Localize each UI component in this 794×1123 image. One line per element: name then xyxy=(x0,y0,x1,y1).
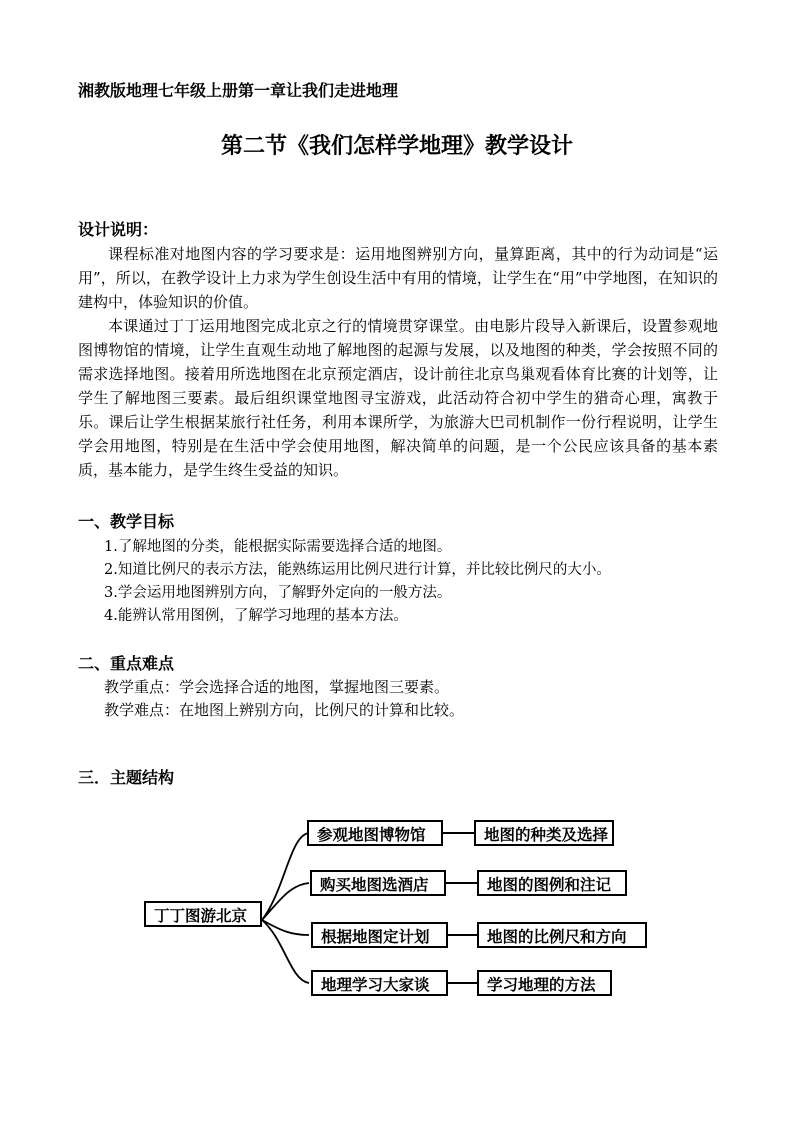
goal-item: 4.能辨认常用图例，了解学习地理的基本方法。 xyxy=(104,608,408,624)
structure-root: 丁丁图游北京 xyxy=(144,901,262,927)
goal-item: 2.知道比例尺的表示方法，能熟练运用比例尺进行计算，并比较比例尺的大小。 xyxy=(104,562,611,578)
branch-node: 根据地图定计划 xyxy=(311,922,448,948)
goals-heading: 一、教学目标 xyxy=(78,512,175,531)
design-paragraph-2: 本课通过丁丁运用地图完成北京之行的情境贯穿课堂。由电影片段导入新课后，设置参观地图博物馆的情境，让学生直观生动地了解地图的起源与发展，以及地图的种类，学会按照不同的需求选择地图。接着用所选地图在北京预定酒店，设计前往北京鸟巢观看体育比赛的计划等，让学生了解地图三要素。最后组织课堂地图寻宝游戏，此活动符合初中学生的猎奇心理，寓教于乐。课后让学生根据某旅行社任务，利用本课所学，为旅游大巴司机制作一份行程说明，让学生学会用地图，特别是在生活中学会使用地图，解决简单的问题，是一个公民应该具备的基本素质，基本能力，是学生终生受益的知识。 xyxy=(78,317,718,479)
topic-node: 地图的种类及选择 xyxy=(474,820,614,846)
design-paragraph-1: 课程标准对地图内容的学习要求是：运用地图辨别方向，量算距离，其中的行为动词是“运用”，所以，在教学设计上力求为学生创设生活中有用的情境，让学生在“用”中学地图，在知识的建构中，体验知识的价值。 xyxy=(78,245,718,311)
connector-root-branch-4 xyxy=(262,920,309,983)
topic-node: 学习地理的方法 xyxy=(477,970,612,996)
branch-node: 地理学习大家谈 xyxy=(311,970,448,996)
design-heading: 设计说明： xyxy=(78,220,159,239)
goal-item: 1.了解地图的分类，能根据实际需要选择合适的地图。 xyxy=(104,539,452,555)
page-title: 第二节《我们怎样学地理》教学设计 xyxy=(220,133,573,159)
teaching-focus: 教学重点：学会选择合适的地图，掌握地图三要素。 xyxy=(104,678,450,696)
keypoints-heading: 二、重点难点 xyxy=(78,654,175,673)
branch-node: 参观地图博物馆 xyxy=(307,820,443,846)
branch-node: 购买地图选酒店 xyxy=(310,870,446,896)
topic-node: 地图的图例和注记 xyxy=(477,870,627,896)
topic-node: 地图的比例尺和方向 xyxy=(477,922,647,948)
teaching-difficulty: 教学难点：在地图上辨别方向，比例尺的计算和比较。 xyxy=(104,701,465,719)
series-heading: 湘教版地理七年级上册第一章让我们走进地理 xyxy=(78,81,399,100)
structure-heading: 三．主题结构 xyxy=(78,768,175,787)
goal-item: 3.学会运用地图辨别方向，了解野外定向的一般方法。 xyxy=(104,585,452,601)
connector-root-branch-1 xyxy=(262,833,309,920)
connector-root-branch-2 xyxy=(262,883,309,920)
